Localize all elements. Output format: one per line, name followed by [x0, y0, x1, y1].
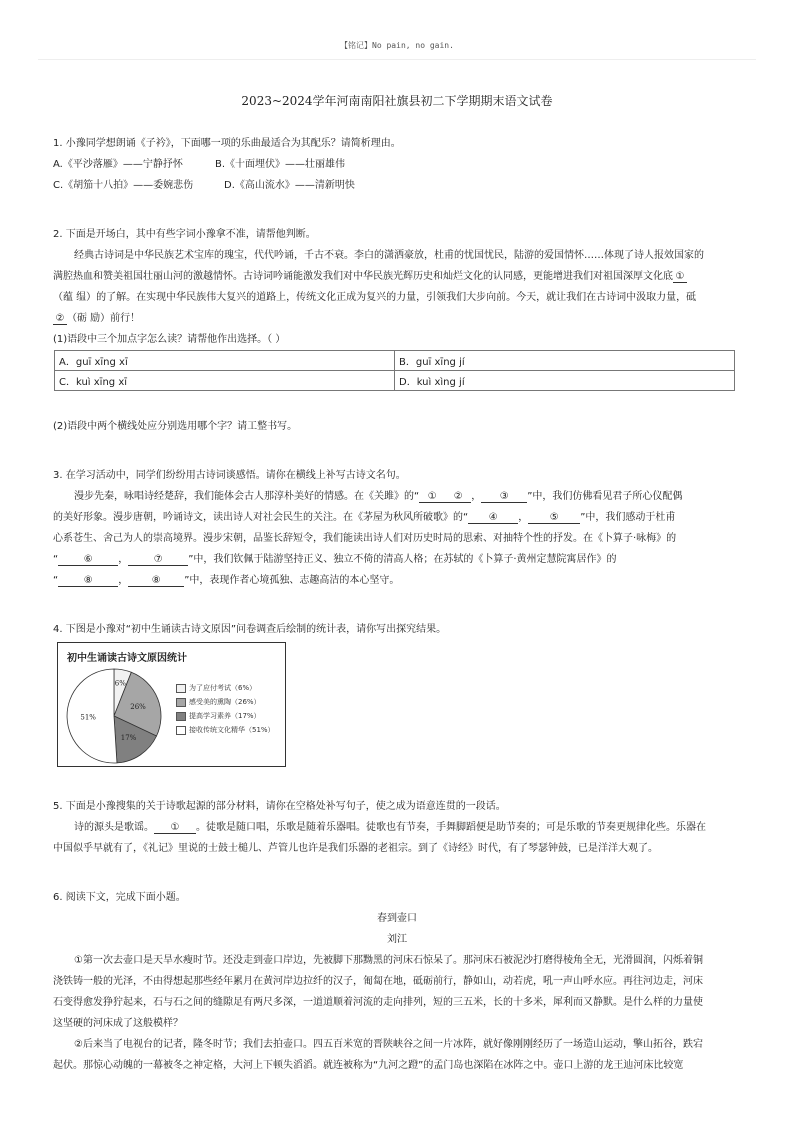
legend-swatch — [176, 698, 186, 707]
q2-sub1: (1)语段中三个加点字怎么读？请帮他作出选择。（ ） — [53, 334, 286, 345]
article-title: 春到壶口 — [377, 913, 417, 924]
q3-line: 漫步先秦，咏唱诗经楚辞，我们能体会古人那淳朴美好的情感。在《关雎》的“ ① ② ， ③ ”中，我们仿佛看见君子所心仪配偶 — [74, 491, 683, 502]
q2-paragraph-text: （砺 励）前行！ — [67, 313, 141, 324]
legend-label: 感受美的熏陶（26%） — [189, 698, 261, 706]
q2-choice-d[interactable]: D．kuì xìng jí — [395, 371, 735, 391]
q1-option-c: C.《胡笳十八拍》——委婉悲伤 — [53, 180, 194, 191]
q1-stem: 1. 小豫同学想朗诵《子衿》，下面哪一项的乐曲最适合为其配乐？请简析理由。 — [53, 138, 401, 149]
header-motto: 【铭记】No pain, no gain. — [340, 41, 454, 50]
article-line: 起伏。那惊心动魄的一幕被冬之神定格，大河上下顿失滔滔。就连被称为“九河之蹬”的孟门岛也深陷在冰阵之中。壶口上游的龙王辿河床比较宽 — [53, 1060, 684, 1071]
pie-data-label: 17% — [120, 733, 137, 742]
q3-text: 的美好形象。漫步唐朝，吟诵诗文，读出诗人对社会民生的关注。在《茅屋为秋风所破歌》的“ — [53, 512, 469, 523]
article-line: 这坚硬的河床成了这般模样？ — [53, 1018, 183, 1029]
q5-line: 中国似乎早就有了，《礼记》里说的士鼓士槌儿、芦管儿也许是我们乐器的老祖宗。到了《诗经》时代，有了琴瑟钟鼓，已是洋洋大观了。 — [53, 843, 658, 854]
q2-paragraph-text: 满腔热血和赞美祖国壮丽山河的激越情怀。古诗词吟诵能激发我们对中华民族光辉历史和灿烂文化的认同感，更能增进我们对祖国深厚文化底 — [53, 271, 673, 282]
q2-choice-a[interactable]: A．guī xīng xī — [55, 351, 395, 371]
pie-data-label: 51% — [80, 713, 96, 722]
q2-blank-1[interactable]: ① — [673, 270, 687, 283]
article-author: 刘江 — [387, 934, 407, 945]
table-row — [55, 371, 735, 391]
q5-stem: 5. 下面是小豫搜集的关于诗歌起源的部分材料，请你在空格处补写句子，使之成为语意连贯的一段话。 — [53, 801, 506, 812]
q3-text: ”中，我们钦佩于陆游坚持正义、独立不倚的清高人格；在苏轼的《卜算子·黄州定慧院寓居作》的 — [188, 554, 617, 565]
legend-item — [176, 683, 275, 697]
chart-title: 初中生诵读古诗文原因统计 — [67, 653, 187, 664]
page-title: 2023~2024学年河南南阳社旗县初二下学期期末语文试卷 — [241, 94, 553, 108]
pie-chart-figure — [57, 642, 286, 767]
q3-blank-9[interactable]: ⑧ — [128, 574, 184, 587]
q2-stem: 2. 下面是开场白，其中有些字词小豫拿不准，请帮他判断。 — [53, 229, 316, 240]
header-divider — [38, 59, 756, 60]
legend-item — [176, 711, 275, 725]
q3-stem: 3. 在学习活动中，同学们纷纷用古诗词谈感悟。请你在横线上补写古诗文名句。 — [53, 470, 406, 481]
q2-paragraph-line — [53, 312, 140, 326]
q5-text: 。徒歌是随口唱，乐歌是随着乐器唱。徒歌也有节奏，手舞脚蹈便是助节奏的；可是乐歌的节奏更规律化些。乐器在 — [196, 822, 706, 833]
legend-swatch — [176, 684, 186, 693]
q3-text: ”中，我们仿佛看见君子所心仪配偶 — [527, 491, 683, 502]
legend-label: 提高学习素养（17%） — [189, 712, 261, 720]
article-line: ①第一次去壶口是天旱水瘦时节。还没走到壶口岸边，先被脚下那黝黑的河床石惊呆了。那河床石被泥沙打磨得棱角全无，光滑圆润，闪烁着铜 — [74, 955, 703, 966]
q3-blank-4[interactable]: ④ — [468, 511, 518, 524]
article-line: 石变得愈发狰狞起来，石与石之间的缝隙足有两尺多深，一道道顺着河流的走向排列，短的三五米，长的十多米，犀利而又静默。是什么样的力量使 — [53, 997, 703, 1008]
legend-label: 为了应付考试（6%） — [189, 684, 257, 692]
q2-choice-b[interactable]: B．guī xīng jí — [395, 351, 735, 371]
q3-text: ”中，我们感动于杜甫 — [580, 512, 676, 523]
legend-item — [176, 697, 275, 711]
q3-blank-3[interactable]: ③ — [481, 490, 527, 503]
q5-line — [74, 821, 706, 835]
article-line: 浇铁铸一般的光泽，不由得想起那些经年累月在黄河岸边拉纤的汉子，匍匐在地，砥砺前行，静如山，动若虎，吼一声山呼水应。再往河边走，河床 — [53, 976, 703, 987]
pie-chart — [62, 665, 172, 765]
legend-swatch — [176, 726, 186, 735]
q3-blank-7[interactable]: ⑦ — [128, 553, 188, 566]
legend-swatch — [176, 712, 186, 721]
q2-choices-table — [54, 350, 735, 391]
q3-line: “ ⑥ ， ⑦ ”中，我们钦佩于陆游坚持正义、独立不倚的清高人格；在苏轼的《卜算子·黄州定慧院寓居作》的 — [53, 554, 617, 565]
q2-paragraph-line: （蕴 缊）的了解。在实现中华民族伟大复兴的道路上，传统文化正成为复兴的力量，引领我们大步向前。今天，就让我们在古诗词中汲取力量，砥 — [53, 292, 697, 303]
q3-blank-5[interactable]: ⑤ — [528, 511, 580, 524]
pie-data-label: 6% — [114, 679, 126, 688]
article-line: ②后来当了电视台的记者，隆冬时节；我们去拍壶口。四五百米宽的晋陕峡谷之间一片冰阵，就好像刚刚经历了一场造山运动，擎山拓谷，跌宕 — [74, 1039, 703, 1050]
q2-choice-c[interactable]: C．kuì xīng xī — [55, 371, 395, 391]
q2-paragraph-line: 经典古诗词是中华民族艺术宝库的瑰宝，代代吟诵，千古不衰。李白的潇洒豪放，杜甫的忧国忧民，陆游的爱国情怀……体现了诗人报效国家的 — [74, 250, 704, 261]
q3-blank-2[interactable]: ② — [445, 490, 471, 503]
chart-legend — [176, 683, 275, 739]
legend-item — [176, 725, 275, 739]
q2-paragraph-line — [53, 270, 687, 284]
legend-label: 接收传统文化精华（51%） — [189, 726, 275, 734]
q3-line: 心系苍生、舍己为人的崇高境界。漫步宋朝，品鉴长辞短令，我们能读出诗人们对历史时局的思索、对抽特个性的抒发。在《卜算子·咏梅》的 — [53, 533, 677, 544]
q3-blank-1[interactable]: ① — [419, 490, 445, 503]
q1-option-b: B.《十面埋伏》——壮丽雄伟 — [215, 159, 346, 170]
q1-option-d: D.《高山流水》——清新明快 — [224, 180, 355, 191]
q4-stem: 4. 下图是小豫对“初中生诵读古诗文原因”问卷调查后绘制的统计表，请你写出探究结果。 — [53, 624, 447, 635]
q6-stem: 6. 阅读下文，完成下面小题。 — [53, 892, 186, 903]
q5-blank-1[interactable]: ① — [154, 821, 196, 834]
table-row — [55, 351, 735, 371]
pie-data-label: 26% — [130, 702, 146, 711]
q2-blank-2[interactable]: ② — [53, 312, 67, 325]
q3-blank-6[interactable]: ⑥ — [58, 553, 118, 566]
q3-line: “ ⑧ ， ⑧ ”中，表现作者心境孤独、志趣高洁的本心坚守。 — [53, 575, 400, 586]
q3-text: ”中，表现作者心境孤独、志趣高洁的本心坚守。 — [184, 575, 400, 586]
q2-sub2: (2)语段中两个横线处应分别选用哪个字？请工整书写。 — [53, 421, 298, 432]
q1-option-a: A.《平沙落雁》——宁静抒怀 — [53, 159, 183, 170]
q5-text: 诗的源头是歌谣。 — [74, 822, 154, 833]
q3-line: 的美好形象。漫步唐朝，吟诵诗文，读出诗人对社会民生的关注。在《茅屋为秋风所破歌》的“ ④ ， ⑤ ”中，我们感动于杜甫 — [53, 512, 676, 523]
q3-text: 漫步先秦，咏唱诗经楚辞，我们能体会古人那淳朴美好的情感。在《关雎》的“ — [74, 491, 420, 502]
q3-blank-8[interactable]: ⑧ — [58, 574, 118, 587]
